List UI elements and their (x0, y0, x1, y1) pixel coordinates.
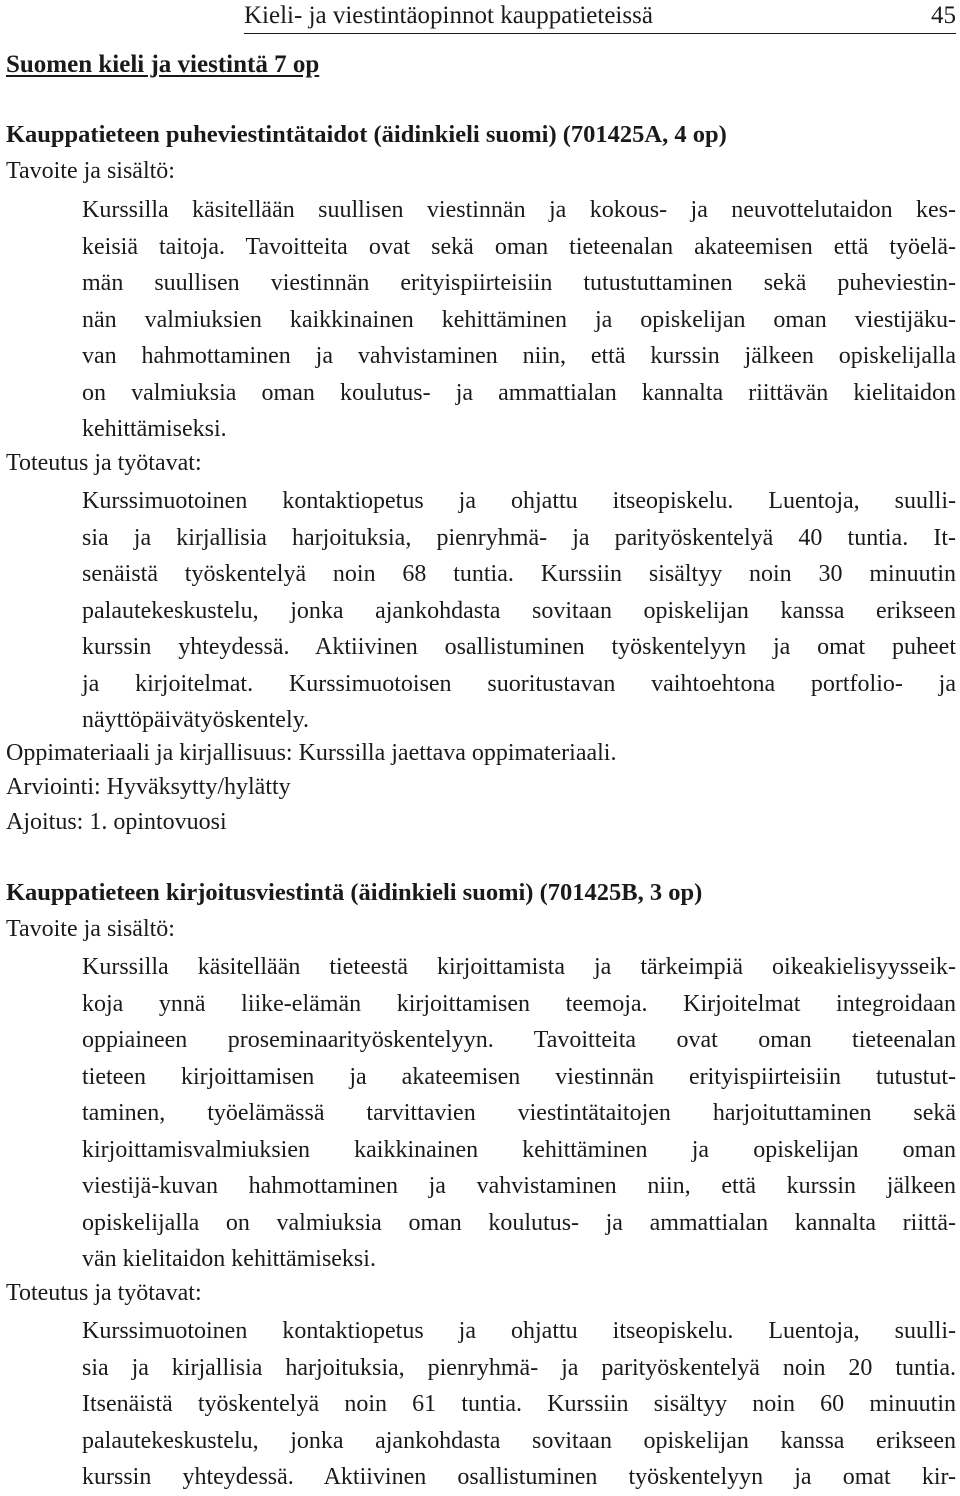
text-line: opiskelijalla on valmiuksia oman koulutus- ja ammattialan kannalta riittä- (82, 1209, 956, 1236)
text-line: Kurssimuotoinen kontaktiopetus ja ohjattu itseopiskelu. Luentoja, suulli- (82, 488, 956, 514)
text-line: tieteen kirjoittamisen ja akateemisen viestinnän erityispiirteisiin tutustut- (82, 1063, 956, 1090)
goal-paragraph (82, 949, 956, 1278)
goal-paragraph (82, 192, 956, 448)
assessment-line: Arviointi: Hyväksytty/hylätty (6, 774, 291, 800)
text-line: van hahmottaminen ja vahvistaminen niin, että kurssin jälkeen opiskelijalla (82, 343, 956, 369)
text-line: kirjoittamisvalmiuksien kaikkinainen kehittäminen ja opiskelijan oman (82, 1136, 956, 1163)
text-line: Kurssilla käsitellään suullisen viestinnän ja kokous- ja neuvottelutaidon kes- (82, 197, 956, 223)
course-title: Kauppatieteen puheviestintätaidot (äidinkieli suomi) (701425A, 4 op) (6, 121, 727, 148)
text-line: koja ynnä liike-elämän kirjoittamisen teemoja. Kirjoitelmat integroidaan (82, 990, 956, 1017)
text-line: sia ja kirjallisia harjoituksia, pienryhmä- ja parityöskentelyä 40 tuntia. It- (82, 524, 956, 551)
goal-label: Tavoite ja sisältö: (6, 158, 175, 184)
text-line: senäistä työskentelyä noin 68 tuntia. Kurssiin sisältyy noin 30 minuutin (82, 561, 956, 587)
text-line: vän kielitaidon kehittämiseksi. (82, 1246, 376, 1272)
goal-label: Tavoite ja sisältö: (6, 916, 175, 942)
page-number: 45 (931, 2, 956, 29)
running-title: Kieli- ja viestintäopinnot kauppatieteissä (244, 2, 653, 29)
text-line: Kurssimuotoinen kontaktiopetus ja ohjattu itseopiskelu. Luentoja, suulli- (82, 1318, 956, 1344)
text-line: ja kirjoitelmat. Kurssimuotoisen suoritustavan vaihtoehtona portfolio- ja (82, 670, 956, 697)
text-line: palautekeskustelu, jonka ajankohdasta sovitaan opiskelijan kanssa erikseen (82, 1427, 956, 1454)
method-label: Toteutus ja työtavat: (6, 450, 202, 476)
text-line: keisiä taitoja. Tavoitteita ovat sekä oman tieteenalan akateemisen että työelä- (82, 233, 956, 260)
method-paragraph (82, 483, 956, 739)
text-line: kurssin yhteydessä. Aktiivinen osallistuminen työskentelyyn ja omat kir- (82, 1464, 956, 1490)
text-line: taminen, työelämässä tarvittavien viestintätaitojen harjoituttaminen sekä (82, 1100, 956, 1126)
text-line: viestijä-kuvan hahmottaminen ja vahvistaminen niin, että kurssin jälkeen (82, 1173, 956, 1199)
text-line: nän valmiuksien kaikkinainen kehittäminen ja opiskelijan oman viestijäku- (82, 306, 956, 333)
text-line: näyttöpäivätyöskentely. (82, 707, 310, 733)
course-title: Kauppatieteen kirjoitusviestintä (äidinkieli suomi) (701425B, 3 op) (6, 879, 703, 906)
method-paragraph (82, 1313, 956, 1496)
text-line: män suullisen viestinnän erityispiirteisiin tutustuttaminen sekä puheviestin- (82, 270, 956, 296)
header-rule (244, 33, 956, 34)
text-line: palautekeskustelu, jonka ajankohdasta sovitaan opiskelijan kanssa erikseen (82, 597, 956, 624)
text-line: Kurssilla käsitellään tieteestä kirjoittamista ja tärkeimpiä oikeakielisyysseik- (82, 954, 956, 980)
text-line: oppiaineen proseminaarityöskentelyyn. Tavoitteita ovat oman tieteenalan (82, 1027, 956, 1053)
text-line: Itsenäistä työskentelyä noin 61 tuntia. Kurssiin sisältyy noin 60 minuutin (82, 1391, 956, 1417)
text-line: on valmiuksia oman koulutus- ja ammattialan kannalta riittävän kielitaidon (82, 379, 956, 406)
text-line: sia ja kirjallisia harjoituksia, pienryhmä- ja parityöskentelyä noin 20 tuntia. (82, 1354, 956, 1381)
section-title: Suomen kieli ja viestintä 7 op (6, 51, 320, 78)
timing-line: Ajoitus: 1. opintovuosi (6, 809, 227, 835)
text-line: kehittämiseksi. (82, 416, 227, 442)
running-header (0, 0, 960, 36)
text-line: kurssin yhteydessä. Aktiivinen osallistuminen työskentelyyn ja omat puheet (82, 634, 956, 660)
materials-line: Oppimateriaali ja kirjallisuus: Kurssilla jaettava oppimateriaali. (6, 740, 617, 766)
method-label: Toteutus ja työtavat: (6, 1280, 202, 1306)
